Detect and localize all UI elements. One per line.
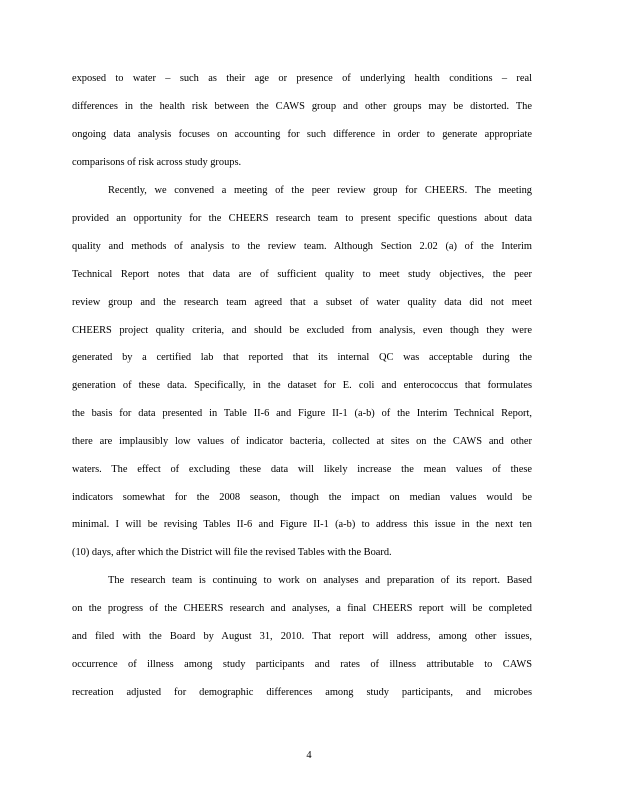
paragraph-first-line: Recently, we convened a meeting of the peer review group for CHEERS. The meeting [108,185,532,196]
page-number: 4 [306,750,312,761]
text-line: occurrence of illness among study participants and rates of illness attributable to CAWS [72,659,532,670]
text-line: review group and the research team agreed that a subset of water quality data did not meet [72,297,532,308]
paragraph-first-line: The research team is continuing to work on analyses and preparation of its report. Based [108,575,532,586]
text-line: quality and methods of analysis to the review team. Although Section 2.02 (a) of the Interim [72,241,532,252]
text-line: generation of these data. Specifically, in the dataset for E. coli and enterococcus that formulates [72,380,532,391]
text-line: generated by a certified lab that reported that its internal QC was acceptable during the [72,352,532,363]
text-line: the basis for data presented in Table II-6 and Figure II-1 (a-b) of the Interim Technical Report, [72,408,532,419]
text-line: ongoing data analysis focuses on accounting for such difference in order to generate appropriate [72,129,532,140]
text-line: and filed with the Board by August 31, 2010. That report will address, among other issues, [72,631,532,642]
text-line: on the progress of the CHEERS research and analyses, a final CHEERS report will be completed [72,603,532,614]
text-line: CHEERS project quality criteria, and should be excluded from analysis, even though they were [72,325,532,336]
text-line: indicators somewhat for the 2008 season, though the impact on median values would be [72,492,532,503]
text-line: there are implausibly low values of indicator bacteria, collected at sites on the CAWS and other [72,436,532,447]
text-line: waters. The effect of excluding these data will likely increase the mean values of these [72,464,532,475]
text-line: recreation adjusted for demographic differences among study participants, and microbes [72,687,532,698]
text-line: differences in the health risk between the CAWS group and other groups may be distorted. The [72,101,532,112]
text-line: comparisons of risk across study groups. [72,157,242,168]
text-line: exposed to water – such as their age or presence of underlying health conditions – real [72,73,532,84]
text-line: Technical Report notes that data are of sufficient quality to meet study objectives, the peer [72,269,532,280]
text-line: minimal. I will be revising Tables II-6 and Figure II-1 (a-b) to address this issue in the next ten [72,519,532,530]
text-line: (10) days, after which the District will file the revised Tables with the Board. [72,547,392,558]
text-line: provided an opportunity for the CHEERS research team to present specific questions about data [72,213,532,224]
